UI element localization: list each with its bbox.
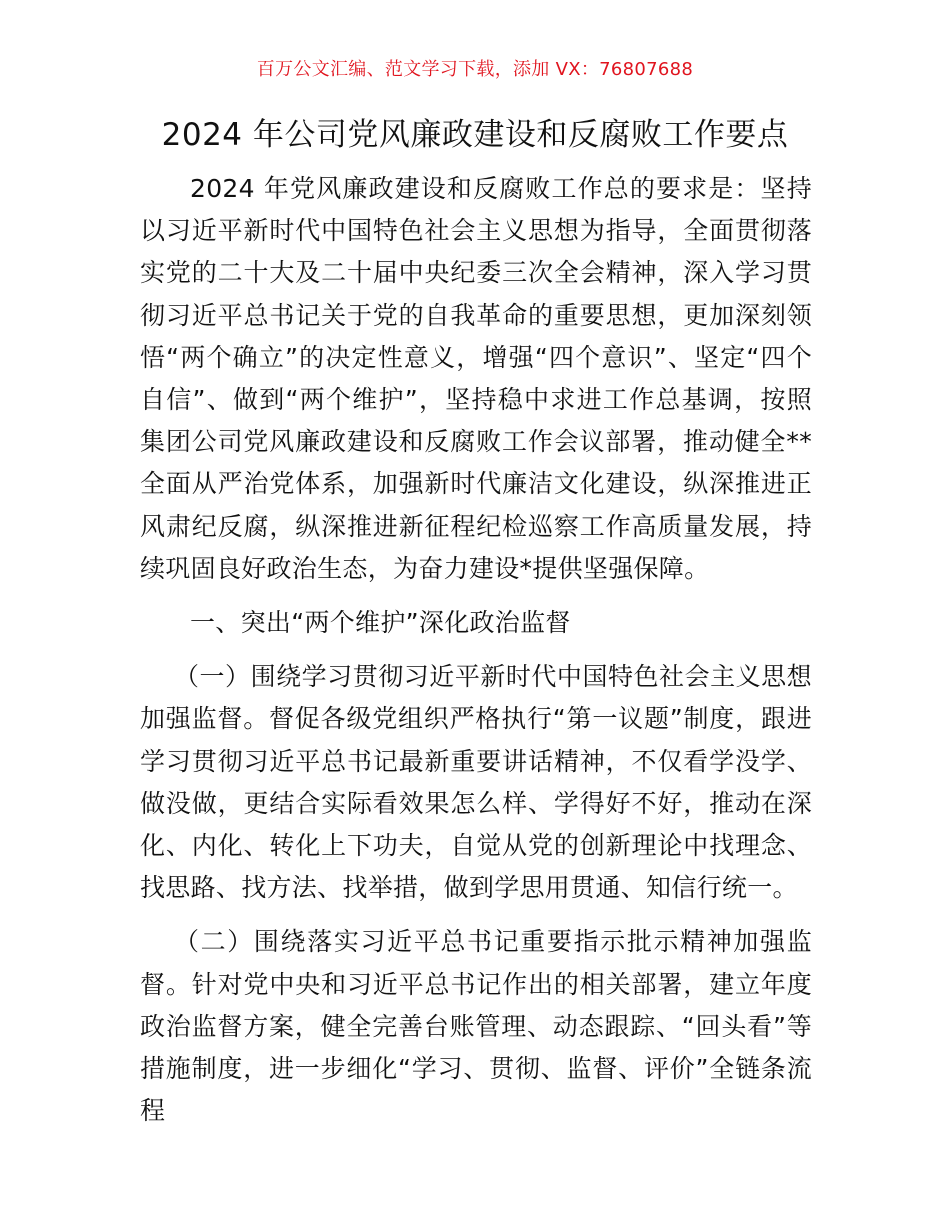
section-item-paragraph: （二）围绕落实习近平总书记重要指示批示精神加强监督。针对党中央和习近平总书记作出的相关部署，建立年度政治监督方案，健全完善台账管理、动态跟踪、“回头看”等措施制度，进一步细化“学习、贯彻、监督、评价”全链条流程 — [140, 927, 812, 1126]
intro-paragraph: 2024 年党风廉政建设和反腐败工作总的要求是：坚持以习近平新时代中国特色社会主义思想为指导，全面贯彻落实党的二十大及二十届中央纪委三次全会精神，深入学习贯彻习近平总书记关于党的自我革命的重要思想，更加深刻领悟“两个确立”的决定性意义，增强“四个意识”、坚定“四个自信”、做到“两个维护”，坚持稳中求进工作总基调，按照集团公司党风廉政建设和反腐败工作会议部署，推动健全**全面从严治党体系，加强新时代廉洁文化建设，纵深推进正风肃纪反腐，纵深推进新征程纪检巡察工作高质量发展，持续巩固良好政治生态，为奋力建设*提供坚强保障。 — [140, 174, 812, 583]
section-heading: 一、突出“两个维护”深化政治监督 — [190, 608, 571, 638]
section-item-paragraph: （一）围绕学习贯彻习近平新时代中国特色社会主义思想加强监督。督促各级党组织严格执行“第一议题”制度，跟进学习贯彻习近平总书记最新重要讲话精神，不仅看学没学、做没做，更结合实际看效果怎么样、学得好不好，推动在深化、内化、转化上下功夫，自觉从党的创新理论中找理念、找思路、找方法、找举措，做到学思用贯通、知信行统一。 — [140, 662, 812, 903]
document-title: 2024 年公司党风廉政建设和反腐败工作要点 — [161, 117, 789, 153]
watermark-banner: 百万公文汇编、范文学习下载，添加 VX：76807688 — [256, 59, 694, 80]
document-body — [140, 168, 812, 1144]
